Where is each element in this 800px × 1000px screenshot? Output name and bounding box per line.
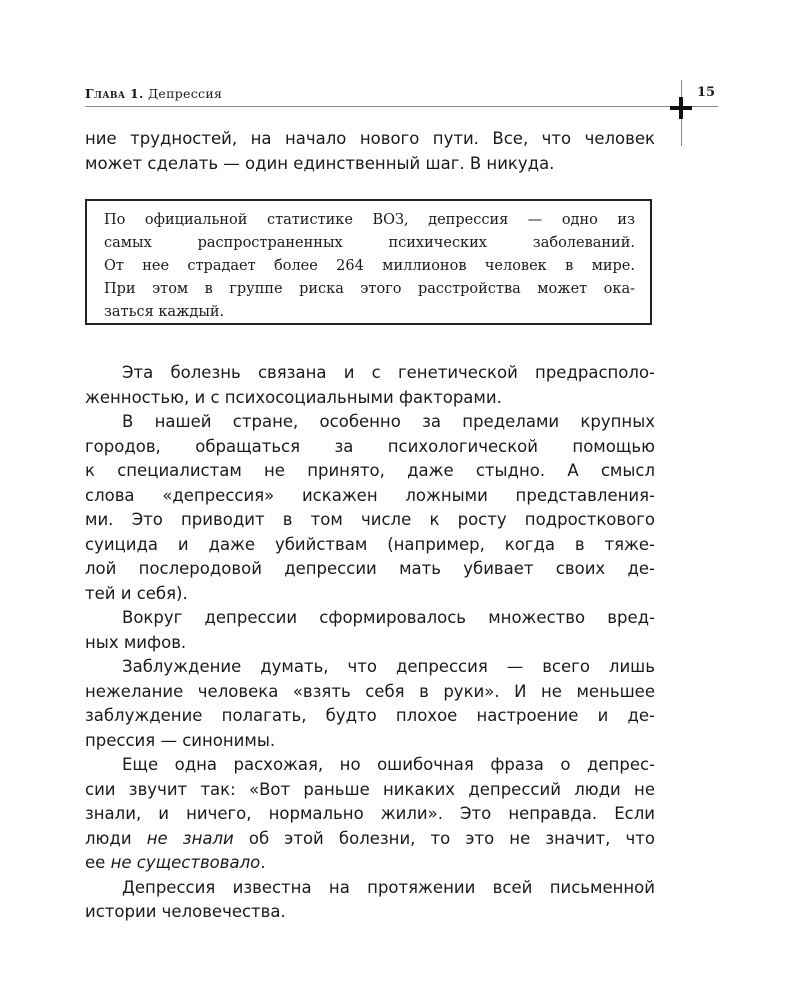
header-rule <box>85 106 718 107</box>
text-line: к специалистам не принято, даже стыдно. А смысл <box>85 461 655 480</box>
chapter-title: Депрессия <box>147 86 223 101</box>
lead-in-paragraph <box>85 127 655 176</box>
text-run: ее <box>85 853 106 872</box>
text-line: заблуждение полагать, будто плохое настроение и де- <box>85 706 655 725</box>
body-text <box>85 361 655 925</box>
text-line: Вокруг депрессии сформировалось множество вред- <box>122 608 655 627</box>
crop-mark-plus-icon <box>670 97 692 119</box>
text-line: суицида и даже убийствам (например, когда в тяже- <box>85 534 655 554</box>
text-line: лой послеродовой депрессии мать убивает своих де- <box>85 559 655 578</box>
text-run: об этой болезни, то это не значит, что <box>248 828 655 848</box>
text-line: женностью, и с психосоциальными факторами. <box>85 387 502 407</box>
callout-line: По официальной статистике ВОЗ, депрессия — одно из <box>104 212 635 228</box>
text-line: знали, и ничего, нормально жили». Это неправда. Если <box>85 804 655 823</box>
text-line <box>85 851 655 876</box>
text-line: слова «депрессия» искажен ложными представления- <box>85 485 655 505</box>
text-run: . <box>260 853 266 872</box>
running-head <box>85 86 222 101</box>
statistics-callout-box <box>85 199 652 325</box>
text-line: ние трудностей, на начало нового пути. Все, что человек <box>85 129 655 148</box>
text-line: может сделать — один единственный шаг. В никуда. <box>85 153 555 173</box>
chapter-label: Глава 1. <box>85 86 144 101</box>
callout-line: При этом в группе риска этого расстройства может ока- <box>104 281 635 297</box>
text-line: ми. Это приводит в том числе к росту подросткового <box>85 510 655 529</box>
italic-emphasis: не существовало <box>110 853 261 872</box>
text-line <box>85 827 655 852</box>
text-run: люди <box>85 828 132 848</box>
text-line: прессия — синонимы. <box>85 730 276 750</box>
text-line: В нашей стране, особенно за пределами крупных <box>122 412 655 431</box>
callout-line: заться каждый. <box>104 304 225 320</box>
callout-line: От нее страдает более 264 миллионов человек в мире. <box>104 258 635 274</box>
text-line: Заблуждение думать, что депрессия — всего лишь <box>122 657 655 676</box>
text-line: Депрессия известна на протяжении всей письменной <box>122 877 655 897</box>
text-line: тей и себя). <box>85 583 188 603</box>
text-line: истории человечества. <box>85 902 286 921</box>
callout-line: самых распространенных психических заболеваний. <box>104 235 635 251</box>
text-line: Еще одна расхожая, но ошибочная фраза о депрес- <box>122 755 655 774</box>
text-line: Эта болезнь связана и с генетической предрасполо- <box>122 363 655 382</box>
page-number: 15 <box>697 85 716 100</box>
text-line: городов, обращаться за психологической помощью <box>85 436 655 456</box>
text-line: сии звучит так: «Вот раньше никаких депрессий люди не <box>85 779 655 799</box>
text-line: нежелание человека «взять себя в руки». И не меньшее <box>85 681 655 701</box>
italic-emphasis: не знали <box>146 828 234 848</box>
text-line: ных мифов. <box>85 632 187 652</box>
